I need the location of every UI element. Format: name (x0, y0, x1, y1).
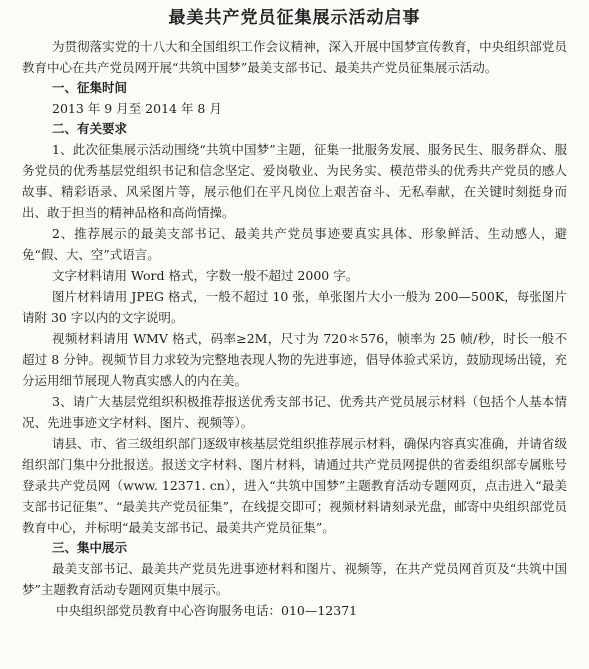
submission-instructions: 请县、市、省三级组织部门逐级审核基层党组织推荐展示材料，确保内容真实准确，并请省级组织部门集中分批报送。报送文字材料、图片材料，请通过共产党员网提供的省委组织部专属账号登录共产党员网（www. 12371. cn），进入“共筑中国梦”主题教育活动专题网页，点击进入“最美支部书记征集”、“最美共产党员征集”，在线提交即可；视频材料请刻录光盘，邮寄中央组织部党员教育中心，并标明“最美支部书记、最美共产党员征集”。 (22, 436, 567, 535)
collection-period: 2013 年 9 月至 2014 年 8 月 (52, 101, 222, 116)
section-heading-requirements: 二、有关要求 (52, 121, 128, 136)
text-material-format: 文字材料请用 Word 格式，字数一般不超过 2000 字。 (52, 268, 359, 283)
document-title: 最美共产党员征集展示活动启事 (168, 8, 421, 28)
intro-paragraph: 为贯彻落实党的十八大和全国组织工作会议精神，深入开展中国梦宣传教育，中央组织部党员教育中心在共产党员网开展“共筑中国梦”最美支部书记、最美共产党员征集展示活动。 (22, 39, 567, 75)
display-paragraph: 最美支部书记、最美共产党员先进事迹材料和图片、视频等，在共产党员网首页及“共筑中国梦”主题教育活动专题网页集中展示。 (22, 561, 567, 597)
requirement-1: 1、此次征集展示活动围绕“共筑中国梦”主题，征集一批服务发展、服务民生、服务群众、服务党员的优秀基层党组织书记和信念坚定、爱岗敬业、为民务实、模范带头的优秀共产党员的感人故事、精彩语录、风采图片等，展示他们在平凡岗位上艰苦奋斗、无私奉献，在关键时刻挺身而出、敢于担当的精神品格和高尚情操。 (22, 142, 567, 220)
section-heading-display: 三、集中展示 (52, 540, 128, 555)
requirement-3: 3、请广大基层党组织积极推荐报送优秀支部书记、优秀共产党员展示材料（包括个人基本情况、先进事迹文字材料、图片、视频等）。 (22, 394, 567, 430)
requirement-2: 2、推荐展示的最美支部书记、最美共产党员事迹要真实具体、形象鲜活、生动感人，避免“假、大、空”式语言。 (22, 226, 567, 262)
section-heading-time: 一、征集时间 (52, 80, 128, 95)
image-material-format: 图片材料请用 JPEG 格式，一般不超过 10 张，单张图片大小一般为 200—500K，每张图片请附 30 字以内的文字说明。 (22, 289, 567, 325)
video-material-format: 视频材料请用 WMV 格式，码率≥2M，尺寸为 720＊576，帧率为 25 帧/秒，时长一般不超过 8 分钟。视频节目力求较为完整地表现人物的先进事迹，倡导体验式采访，鼓励现场出镜，充分运用细节展现人物真实感人的内在美。 (22, 331, 567, 388)
contact-line: 中央组织部党员教育中心咨询服务电话：010—12371 (56, 603, 358, 618)
